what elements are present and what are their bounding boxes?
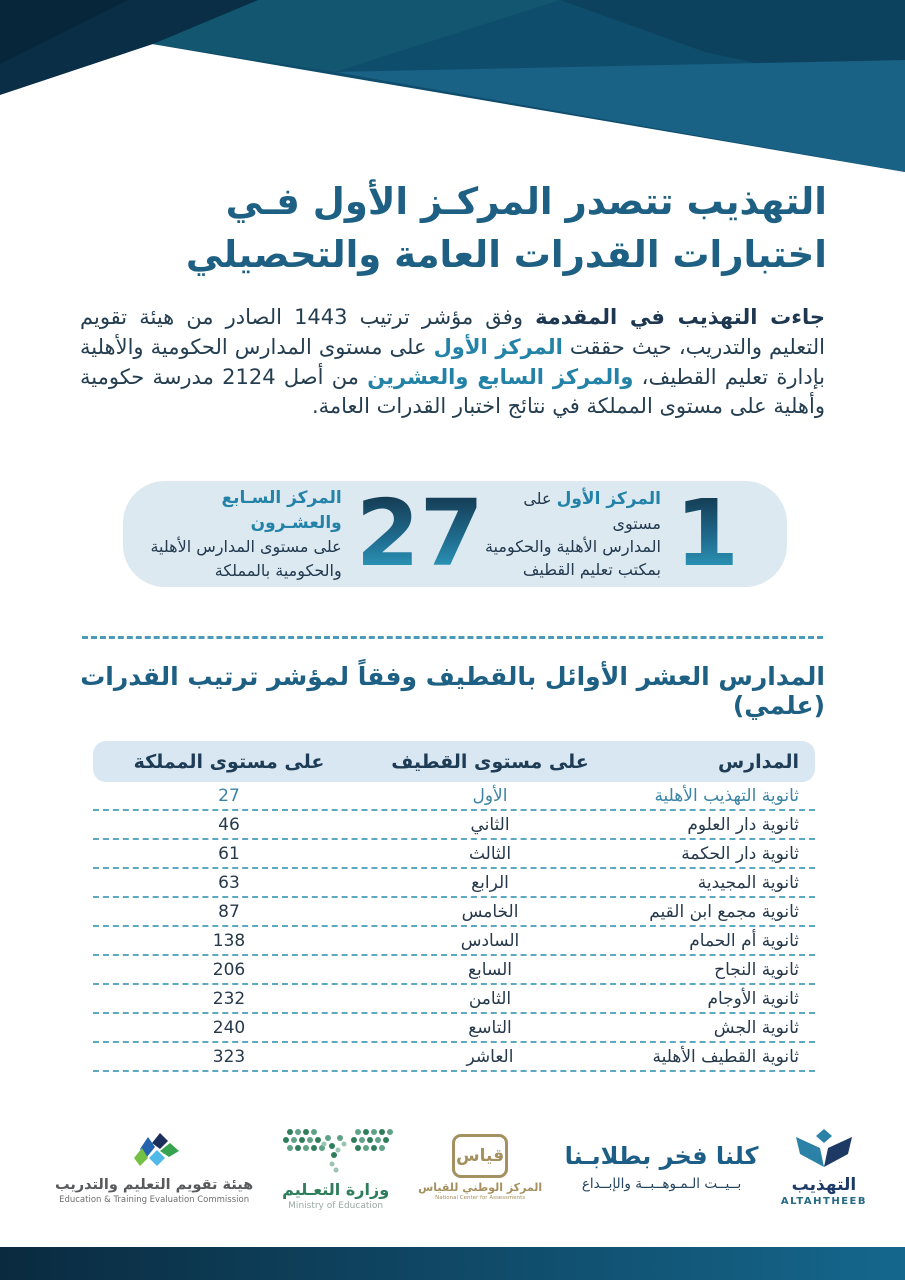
table-row (93, 840, 815, 869)
bottom-bar-decoration (0, 1247, 905, 1280)
kingdom-rank: 206 (212, 959, 246, 980)
kingdom-rank: 63 (218, 872, 240, 893)
table-row (93, 1014, 815, 1043)
stat-first-place (484, 479, 739, 587)
altahtheeb-logo-icon (792, 1127, 856, 1169)
altahtheeb-name-arabic: التهذيب (791, 1175, 857, 1195)
qiyas-name-arabic: المركز الوطني للقياس (418, 1180, 543, 1194)
kingdom-rank: 323 (212, 1046, 246, 1067)
school-name: ثانوية الجش (713, 1017, 799, 1038)
qatif-rank: الثامن (468, 988, 512, 1009)
title-line-2: اختبارات القدرات العامة والتحصيلي (185, 232, 827, 276)
intro-lead: جاءت التهذيب في المقدمة (535, 305, 825, 329)
qatif-rank: الثاني (470, 814, 510, 835)
etec-logo-icon (122, 1129, 186, 1169)
moe-name-arabic: وزارة التعـليم (282, 1179, 390, 1199)
kingdom-rank: 240 (212, 1017, 246, 1038)
table-row (93, 869, 815, 898)
altahtheeb-name-english: ALTAHTHEEB (780, 1196, 867, 1207)
school-name: ثانوية دار الحكمة (681, 843, 799, 864)
qatif-rank: السادس (460, 930, 520, 951)
table-row (93, 811, 815, 840)
school-name: ثانوية الأوجام (707, 988, 799, 1009)
stats-panel (123, 481, 787, 587)
qatif-rank: الخامس (461, 901, 519, 922)
header-schools: المدارس (717, 750, 799, 773)
stat-27th-place (143, 479, 484, 587)
moe-name-english: Ministry of Education (288, 1200, 384, 1211)
intro-paragraph: جاءت التهذيب في المقدمة وفق مؤشر ترتيب 1443 الصادر من هيئة تقويم التعليم والتدريب، حيث حققت المركز الأول على مستوى المدارس الحكومية والأهلية بإدارة تعليم القطيف، والمركز السابع والعشرين من أصل 2124 مدرسة حكومية وأهلية على مستوى المملكة في نتائج اختبار القدرات العامة. (80, 305, 825, 419)
stat-first-text: المركز الأول على مستوى المدارس الأهلية والحكومية بمكتب تعليم القطيف (484, 488, 661, 579)
moe-logo-icon (276, 1124, 396, 1174)
table-header-row (93, 741, 815, 782)
school-name: ثانوية دار العلوم (687, 814, 799, 835)
school-name: ثانوية القطيف الأهلية (652, 1046, 799, 1067)
ranking-table (93, 741, 815, 1072)
etec-name-english: Education & Training Evaluation Commission (59, 1195, 250, 1205)
stat-value-27: 27 (355, 479, 484, 587)
qiyas-logo-icon: قياس (452, 1134, 508, 1178)
table-row (93, 782, 815, 811)
header-kingdom: على مستوى المملكة (133, 750, 325, 773)
page-title (78, 176, 827, 281)
table-row (93, 985, 815, 1014)
stat-27th-text: المركز السـابع والعشـرون على مستوى المدارس الأهلية والحكومية بالمملكة (150, 488, 342, 580)
etec-name-arabic: هيئة تقويم التعليم والتدريب (55, 1177, 254, 1193)
qatif-rank: السابع (467, 959, 513, 980)
slogan-sub: بــيــت الـمـوهــبــة والإبــداع (581, 1176, 742, 1192)
qiyas-name-english: National Center for Assessments (435, 1194, 526, 1201)
kingdom-rank: 138 (212, 930, 246, 951)
qatif-rank: العاشر (466, 1046, 514, 1067)
school-name: ثانوية أم الحمام (689, 930, 799, 951)
school-name: ثانوية التهذيب الأهلية (654, 785, 799, 806)
qatif-rank: الرابع (471, 872, 509, 893)
footer-logos (55, 1113, 867, 1221)
intro-first-place: المركز الأول (433, 334, 563, 359)
kingdom-rank: 27 (218, 785, 240, 806)
kingdom-rank: 46 (218, 814, 240, 835)
header-qatif: على مستوى القطيف (391, 750, 589, 773)
intro-27th-place: والمركز السابع والعشرين (367, 364, 634, 389)
qatif-rank: الأول (472, 785, 508, 806)
section-heading: المدارس العشر الأوائل بالقطيف وفقاً لمؤشر ترتيب القدرات (علمي) (80, 662, 825, 720)
table-row (93, 927, 815, 956)
altahtheeb-logo-block (781, 1127, 867, 1207)
moe-logo-block (276, 1124, 396, 1211)
title-line-1: التهذيب تتصدر المركـز الأول فـي (225, 180, 827, 223)
table-row (93, 898, 815, 927)
etec-logo-block (55, 1129, 253, 1205)
slogan-main: كلنا فخر بطلابـنا (564, 1142, 759, 1170)
table-body (93, 782, 815, 1072)
stat-value-1: 1 (674, 479, 739, 587)
top-banner-decoration (0, 0, 905, 200)
table-row (93, 1043, 815, 1072)
school-name: ثانوية مجمع ابن القيم (649, 901, 799, 922)
qatif-rank: الثالث (468, 843, 512, 864)
qiyas-logo-block (418, 1134, 542, 1201)
school-name: ثانوية النجاح (714, 959, 799, 980)
kingdom-rank: 232 (212, 988, 246, 1009)
slogan-block (565, 1142, 759, 1192)
brand-wordmark: التهذيب (686, 180, 827, 223)
school-name: ثانوية المجيدية (697, 872, 799, 893)
dashed-divider (82, 636, 823, 639)
kingdom-rank: 87 (218, 901, 240, 922)
table-row (93, 956, 815, 985)
qatif-rank: التاسع (468, 1017, 512, 1038)
kingdom-rank: 61 (218, 843, 240, 864)
